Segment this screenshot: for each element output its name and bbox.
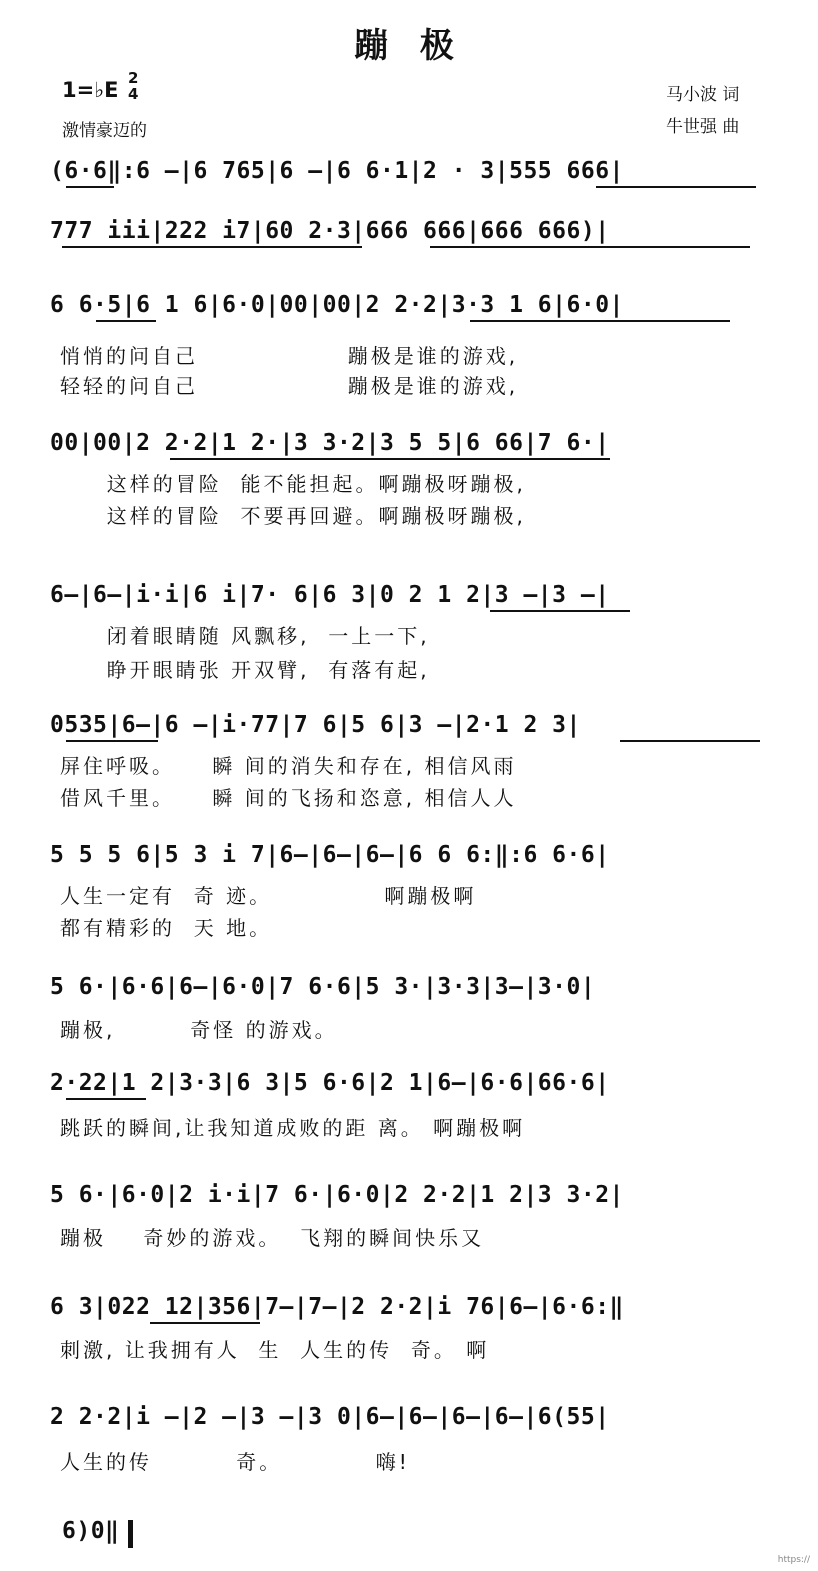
lyric-line: 悄悄的问自己 蹦极是谁的游戏, [60,344,519,368]
lyric-line: 蹦极 奇妙的游戏。 飞翔的瞬间快乐又 [60,1226,485,1250]
duration-underline [150,1322,260,1324]
lyric-line: 轻轻的问自己 蹦极是谁的游戏, [60,374,519,398]
duration-underline [490,610,630,612]
lyricist-credit: 马小波 词 [666,85,740,105]
notation-row: 2·22|1 2|3·3|6 3|5 6·6|2 1|6–|6·6|66·6| [50,1070,610,1096]
lyric-line: 人生一定有 奇 迹。 啊蹦极啊 [60,884,477,908]
notation-row: 00|00|2 2·2|1 2·|3 3·2|3 5 5|6 66|7 6·| [50,430,610,456]
notation-row: 5 5 5 6|5 3 i 7|6–|6–|6–|6 6 6:‖:6 6·6| [50,842,610,868]
duration-underline [66,740,158,742]
lyric-line: 这样的冒险 不要再回避。啊蹦极呀蹦极, [60,504,526,528]
page-footer: https:// [777,1555,810,1565]
lyric-line: 蹦极, 奇怪 的游戏。 [60,1018,338,1042]
lyric-line: 闭着眼睛随 风飘移, 一上一下, [60,624,430,648]
notation-row: (6·6‖:6 –|6 765|6 –|6 6·1|2 · 3|555 666| [50,158,624,184]
duration-underline [596,186,756,188]
notation-row: 5 6·|6·0|2 i·i|7 6·|6·0|2 2·2|1 2|3 3·2| [50,1182,624,1208]
notation-row: 6)0‖ [62,1518,120,1544]
key-signature: 1=♭E [62,78,119,102]
duration-underline [170,458,610,460]
notation-row: 0535|6–|6 –|i·77|7 6|5 6|3 –|2·1 2 3| [50,712,581,738]
lyric-line: 刺激, 让我拥有人 生 人生的传 奇。 啊 [60,1338,490,1362]
time-signature: 2 4 [128,69,139,103]
duration-underline [62,246,362,248]
notation-row: 777 iii|222 i7|60 2·3|666 666|666 666)| [50,218,610,244]
duration-underline [620,740,760,742]
duration-underline [96,320,156,322]
final-barline [128,1520,133,1548]
lyric-line: 睁开眼睛张 开双臂, 有落有起, [60,658,430,682]
lyric-line: 借风千里。 瞬 间的飞扬和恣意, 相信人人 [60,786,517,810]
tempo-marking: 激情豪迈的 [62,121,147,141]
duration-underline [66,1098,146,1100]
duration-underline [66,186,114,188]
lyric-line: 屏住呼吸。 瞬 间的消失和存在, 相信风雨 [60,754,517,778]
lyric-line: 都有精彩的 天 地。 [60,916,273,940]
notation-row: 6–|6–|i·i|6 i|7· 6|6 3|0 2 1 2|3 –|3 –| [50,582,610,608]
lyric-line: 跳跃的瞬间,让我知道成败的距 离。 啊蹦极啊 [60,1116,526,1140]
duration-underline [430,246,750,248]
notation-row: 2 2·2|i –|2 –|3 –|3 0|6–|6–|6–|6–|6(55| [50,1404,610,1430]
song-title: 蹦 极 [354,26,464,66]
notation-row: 6 3|022 12|356|7–|7–|2 2·2|i 76|6–|6·6:‖ [50,1294,624,1320]
lyric-line: 人生的传 奇。 嗨! [60,1450,410,1474]
duration-underline [470,320,730,322]
notation-row: 6 6·5|6 1 6|6·0|00|00|2 2·2|3·3 1 6|6·0| [50,292,624,318]
composer-credit: 牛世强 曲 [666,117,740,137]
notation-row: 5 6·|6·6|6–|6·0|7 6·6|5 3·|3·3|3–|3·0| [50,974,596,1000]
lyric-line: 这样的冒险 能不能担起。啊蹦极呀蹦极, [60,472,526,496]
